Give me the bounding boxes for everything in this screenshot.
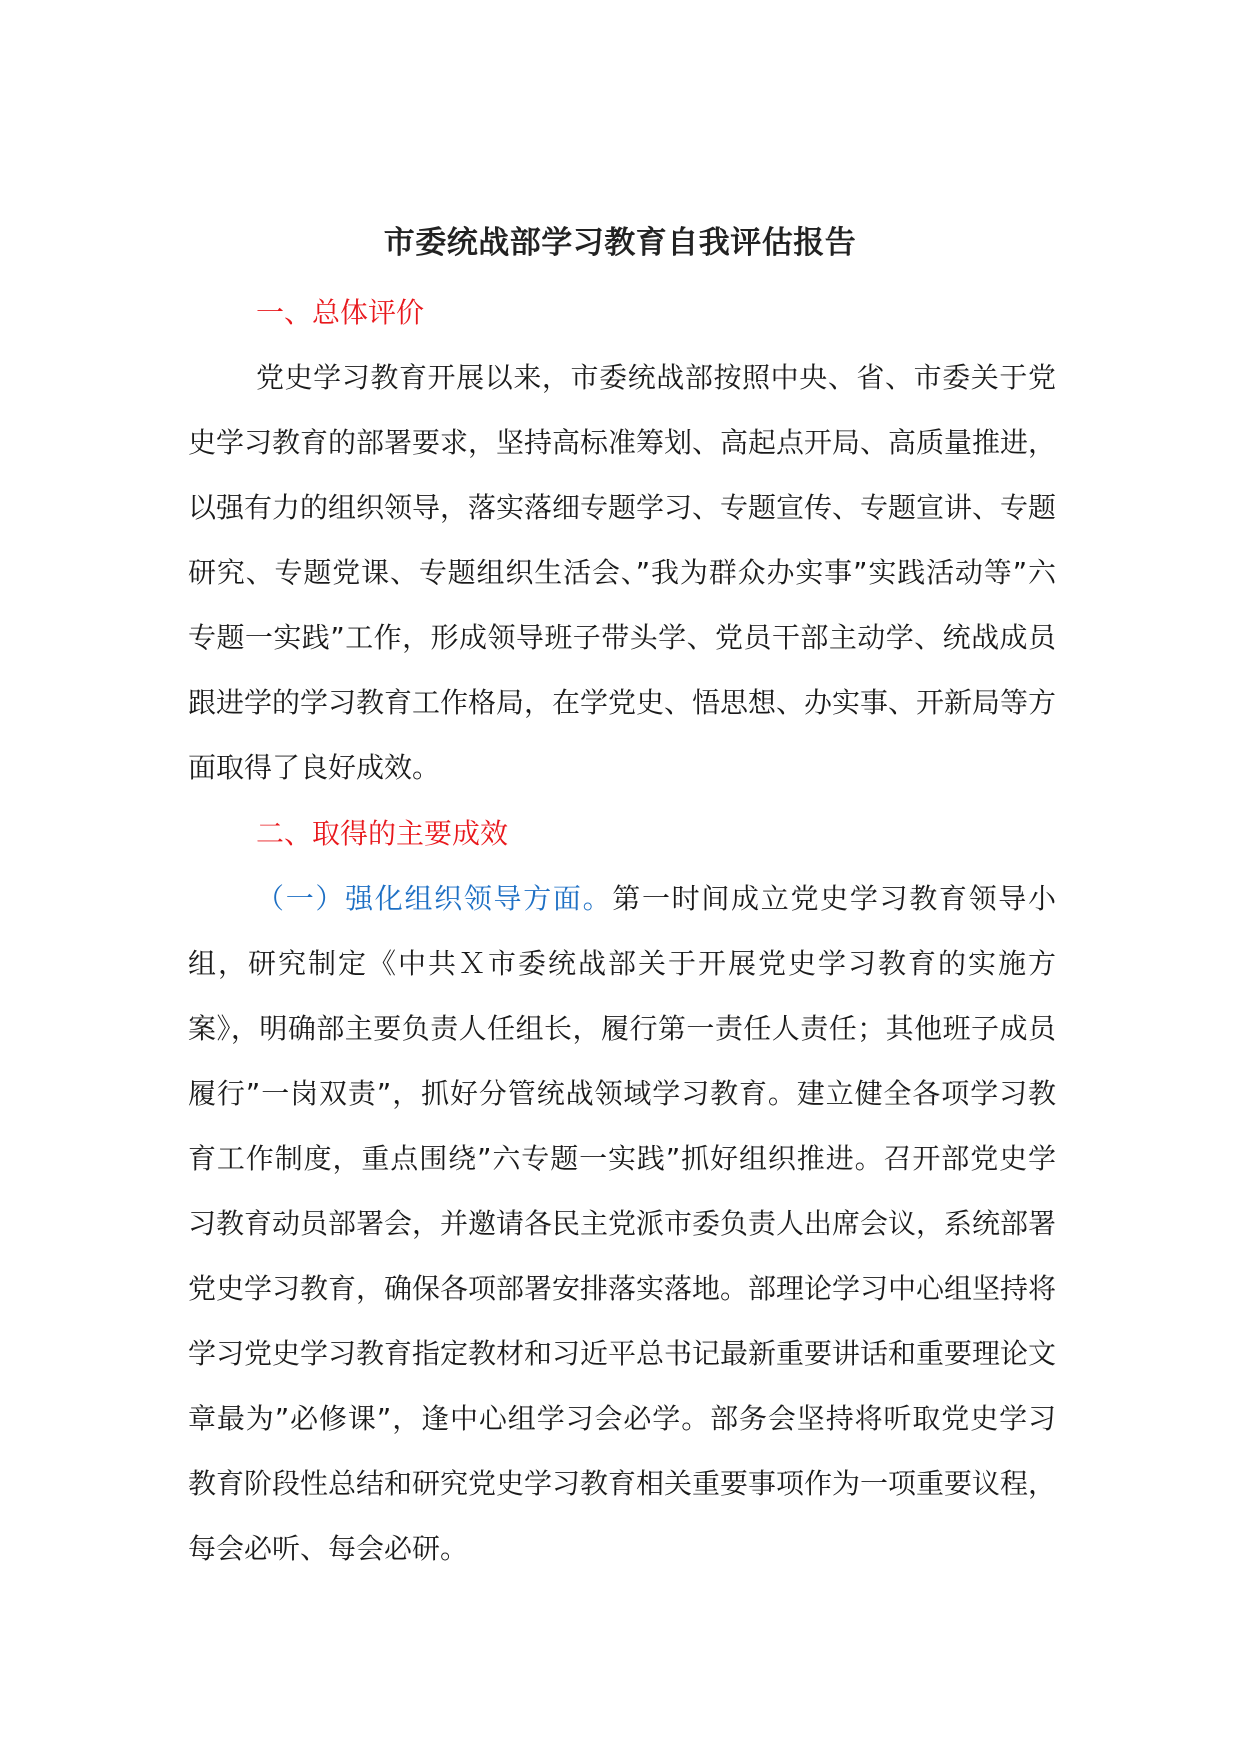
paragraph-overall-evaluation: 党史学习教育开展以来，市委统战部按照中央、省、市委关于党史学习教育的部署要求，坚持高标准筹划、高起点开局、高质量推进，以强有力的组织领导，落实落细专题学习、专题宣传、专题宣讲、专题研究、专题党课、专题组织生活会、”我为群众办实事”实践活动等”六专题一实践”工作，形成领导班子带头学、党员干部主动学、统战成员跟进学的学习教育工作格局，在学党史、悟思想、办实事、开新局等方面取得了良好成效。 [188,361,1057,784]
sub-heading-organizational-leadership: （一）强化组织领导方面。 [256,882,613,915]
section-heading-main-achievements: 二、取得的主要成效 [256,817,509,850]
section-heading-overall-evaluation: 一、总体评价 [256,296,425,329]
paragraph-organizational-leadership-text: 第一时间成立党史学习教育领导小组，研究制定《中共Ｘ市委统战部关于开展党史学习教育的实施方案》，明确部主要负责人任组长，履行第一责任人责任；其他班子成员履行”一岗双责”，抓好分管统战领域学习教育。建立健全各项学习教育工作制度，重点围绕”六专题一实践”抓好组织推进。召开部党史学习教育动员部署会，并邀请各民主党派市委负责人出席会议，系统部署党史学习教育，确保各项部署安排落实落地。部理论学习中心组坚持将学习党史学习教育指定教材和习近平总书记最新重要讲话和重要理论文章最为”必修课”，逢中心组学习会必学。部务会坚持将听取党史学习教育阶段性总结和研究党史学习教育相关重要事项作为一项重要议程，每会必听、每会必研。 [188,882,1057,1565]
paragraph-organizational-leadership [188,866,1056,1581]
document-title: 市委统战部学习教育自我评估报告 [383,224,857,261]
